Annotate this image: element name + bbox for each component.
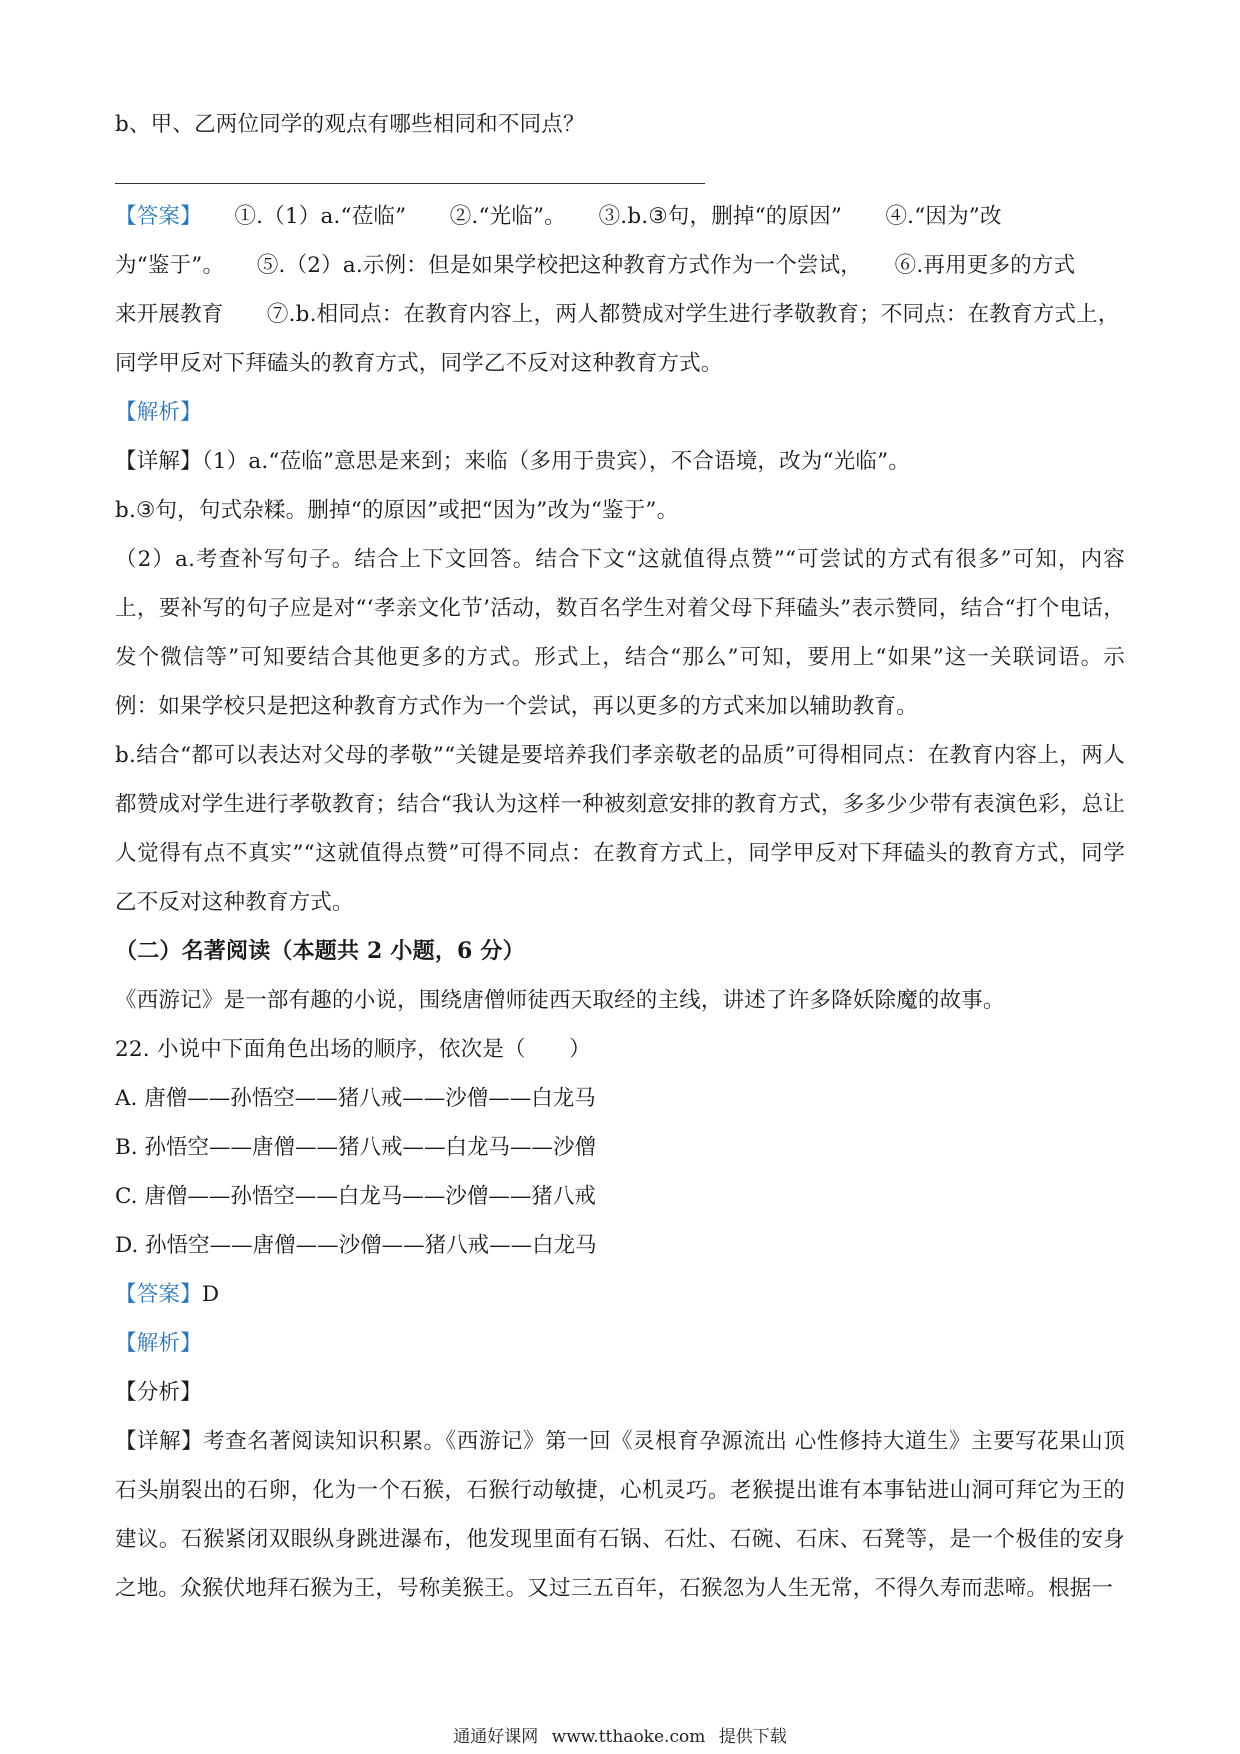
answer-blank-line (115, 149, 705, 184)
analysis-tag: 【解析】 (115, 400, 202, 425)
footer-url[interactable]: www.tthaoke.com (551, 1727, 706, 1747)
answer-line-3: 来开展教育 ⑦.b.相同点：在教育内容上，两人都赞成对学生进行孝敬教育；不同点：在教育方式上， (115, 302, 1120, 327)
detail-tag-2: 【详解】 (115, 1429, 204, 1454)
detail-2 (115, 1417, 1125, 1613)
section-heading: （二）名著阅读（本题共 2 小题，6 分） (115, 938, 525, 964)
answer-block-2 (115, 1270, 1125, 1319)
answer-line-1 (115, 192, 1125, 241)
answer-line-4: 同学甲反对下拜磕头的教育方式，同学乙不反对这种教育方式。 (115, 351, 723, 376)
page-footer (0, 1722, 1240, 1747)
answer-tag-2: 【答案】 (115, 1282, 202, 1307)
detail-p2: b.③句，句式杂糅。删掉“的原因”或把“因为”改为“鉴于”。 (115, 498, 679, 523)
question-b: b、甲、乙两位同学的观点有哪些相同和不同点？ (115, 112, 585, 137)
option-d: D. 孙悟空——唐僧——沙僧——猪八戒——白龙马 (115, 1233, 597, 1258)
question-22-stem: 22. 小说中下面角色出场的顺序，依次是（ ） (115, 1037, 591, 1062)
option-c: C. 唐僧——孙悟空——白龙马——沙僧——猪八戒 (115, 1184, 596, 1209)
detail-p1-text: （1）a.“莅临”意思是来到；来临（多用于贵宾），不合语境，改为“光临”。 (201, 449, 911, 474)
footer-site: 通通好课网 (453, 1727, 539, 1747)
detail-p4: b.结合“都可以表达对父母的孝敬”“关键是要培养我们孝亲敬老的品质”可得相同点：在教育内容上，两人都赞成对学生进行孝敬教育；结合“我认为这样一种被刻意安排的教育方式，多多少少带有表演色彩，总让人觉得有点不真实”“这就值得点赞”可得不同点：在教育方式上，同学甲反对下拜磕头的教育方式，同学乙不反对这种教育方式。 (115, 743, 1125, 915)
option-b: B. 孙悟空——唐僧——猪八戒——白龙马——沙僧 (115, 1135, 596, 1160)
fenxi-tag: 【分析】 (115, 1380, 202, 1405)
option-a: A. 唐僧——孙悟空——猪八戒——沙僧——白龙马 (115, 1086, 596, 1111)
detail-tag: 【详解】 (115, 449, 202, 474)
answer-text: ①.（1）a.“莅临” ②.“光临”。 ③.b.③句，删掉“的原因” ④.“因为”改 (234, 204, 1002, 229)
footer-note: 提供下载 (718, 1727, 787, 1747)
detail-p1 (115, 437, 1125, 486)
section-intro: 《西游记》是一部有趣的小说，围绕唐僧师徒西天取经的主线，讲述了许多降妖除魔的故事。 (115, 988, 1005, 1013)
document-content (115, 100, 1125, 1613)
analysis-tag-2: 【解析】 (115, 1331, 202, 1356)
answer-tag: 【答案】 (115, 204, 192, 229)
detail-2-text: 考查名著阅读知识积累。《西游记》第一回《灵根育孕源流出 心性修持大道生》主要写花果山顶石头崩裂出的石卵，化为一个石猴，石猴行动敏捷，心机灵巧。老猴提出谁有本事钻进山洞可拜它为王的建议。石猴紧闭双眼纵身跳进瀑布，他发现里面有石锅、石灶、石碗、石床、石凳等，是一个极佳的安身之地。众猴伏地拜石猴为王，号称美猴王。又过三五百年，石猴忽为人生无常，不得久寿而悲啼。根据一 (115, 1429, 1125, 1601)
detail-p3: （2）a.考查补写句子。结合上下文回答。结合下文“这就值得点赞”“可尝试的方式有很多”可知，内容上，要补写的句子应是对“‘孝亲文化节’活动，数百名学生对着父母下拜磕头”表示赞同，结合“打个电话，发个微信等”可知要结合其他更多的方式。形式上，结合“那么”可知，要用上“如果”这一关联词语。示例：如果学校只是把这种教育方式作为一个尝试，再以更多的方式来加以辅助教育。 (115, 547, 1125, 719)
answer-line-2: 为“鉴于”。 ⑤.（2）a.示例：但是如果学校把这种教育方式作为一个尝试， ⑥.再用更多的方式 (115, 253, 1076, 278)
answer-block-1 (115, 192, 1125, 388)
answer-value-2: D (201, 1282, 220, 1307)
